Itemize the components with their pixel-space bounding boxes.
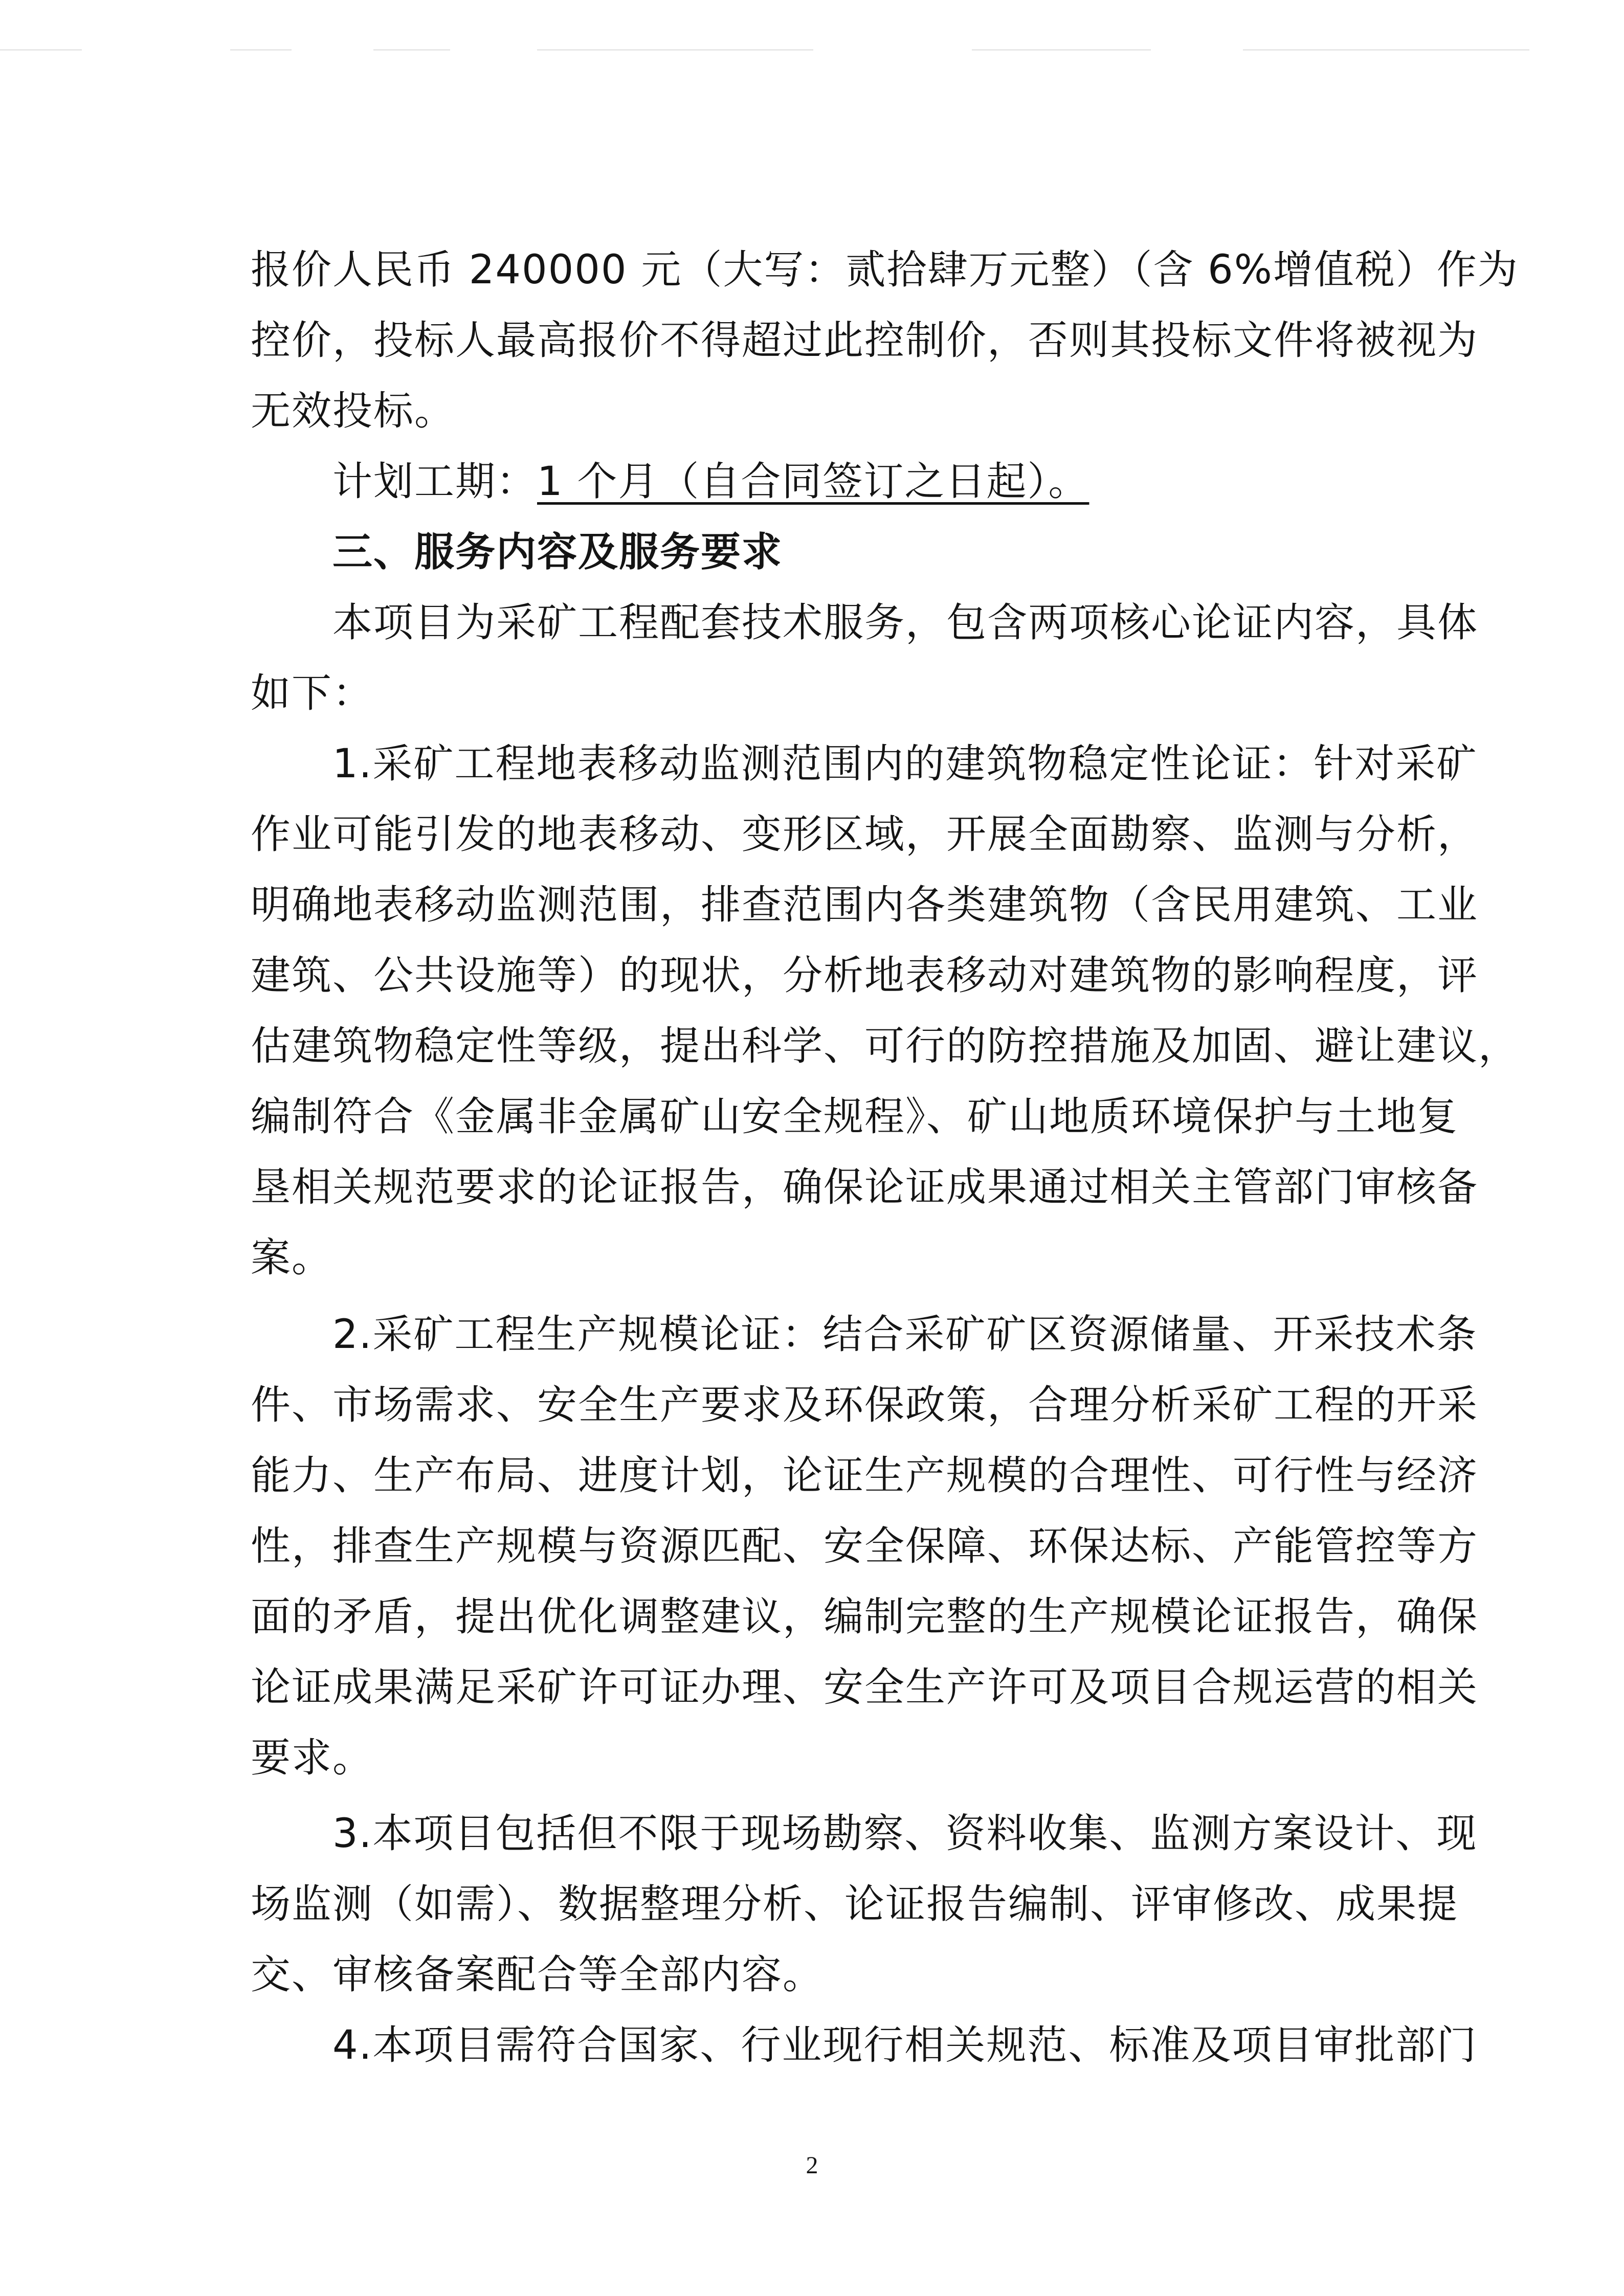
item1-line-1: 1.采矿工程地表移动监测范围内的建筑物稳定性论证：针对采矿 (332, 741, 1478, 787)
item2-line-4: 性，排查生产规模与资源匹配、安全保障、环保达标、产能管控等方 (251, 1523, 1479, 1569)
item1-line-7: 垦相关规范要求的论证报告，确保论证成果通过相关主管部门审核备 (251, 1164, 1479, 1210)
item2-line-2: 件、市场需求、安全生产要求及环保政策，合理分析采矿工程的开采 (251, 1382, 1479, 1428)
item1-line-2: 作业可能引发的地表移动、变形区域，开展全面勘察、监测与分析， (251, 812, 1479, 858)
item1-line-4: 建筑、公共设施等）的现状，分析地表移动对建筑物的影响程度，评 (251, 953, 1479, 999)
price-line-1: 报价人民币 240000 元（大写：贰拾肆万元整）（含 6%增值税）作为 (251, 247, 1519, 293)
item3-line-2: 场监测（如需）、数据整理分析、论证报告编制、评审修改、成果提 (251, 1881, 1459, 1927)
intro-line-2: 如下： (251, 670, 374, 716)
price-line-2: 控价，投标人最高报价不得超过此控制价，否则其投标文件将被视为 (251, 318, 1479, 364)
item3-line-3: 交、审核备案配合等全部内容。 (251, 1952, 824, 1998)
item2-line-7: 要求。 (251, 1735, 374, 1781)
schedule-label: 计划工期： (332, 459, 538, 505)
price-line-3: 无效投标。 (251, 388, 456, 434)
section-heading: 三、服务内容及服务要求 (332, 529, 783, 575)
item2-line-3: 能力、生产布局、进度计划，论证生产规模的合理性、可行性与经济 (251, 1453, 1479, 1499)
page-number: 2 (806, 2152, 818, 2179)
item2-line-5: 面的矛盾，提出优化调整建议，编制完整的生产规模论证报告，确保 (251, 1594, 1479, 1640)
intro-line-1: 本项目为采矿工程配套技术服务，包含两项核心论证内容，具体 (332, 600, 1479, 646)
item3-line-1: 3.本项目包括但不限于现场勘察、资料收集、监测方案设计、现 (332, 1811, 1478, 1857)
item2-line-6: 论证成果满足采矿许可证办理、安全生产许可及项目合规运营的相关 (251, 1664, 1479, 1710)
item1-line-6: 编制符合《金属非金属矿山安全规程》、矿山地质环境保护与土地复 (251, 1094, 1459, 1140)
item1-line-3: 明确地表移动监测范围，排查范围内各类建筑物（含民用建筑、工业 (251, 882, 1479, 928)
item1-line-5: 估建筑物稳定性等级，提出科学、可行的防控措施及加固、避让建议， (251, 1023, 1520, 1069)
item1-line-8: 案。 (251, 1235, 333, 1281)
schedule-line (332, 456, 1394, 507)
item4-line-1: 4.本项目需符合国家、行业现行相关规范、标准及项目审批部门 (332, 2022, 1478, 2068)
item2-line-1: 2.采矿工程生产规模论证：结合采矿矿区资源储量、开采技术条 (332, 1312, 1478, 1358)
schedule-value: 1 个月（自合同签订之日起）。 (537, 459, 1089, 505)
